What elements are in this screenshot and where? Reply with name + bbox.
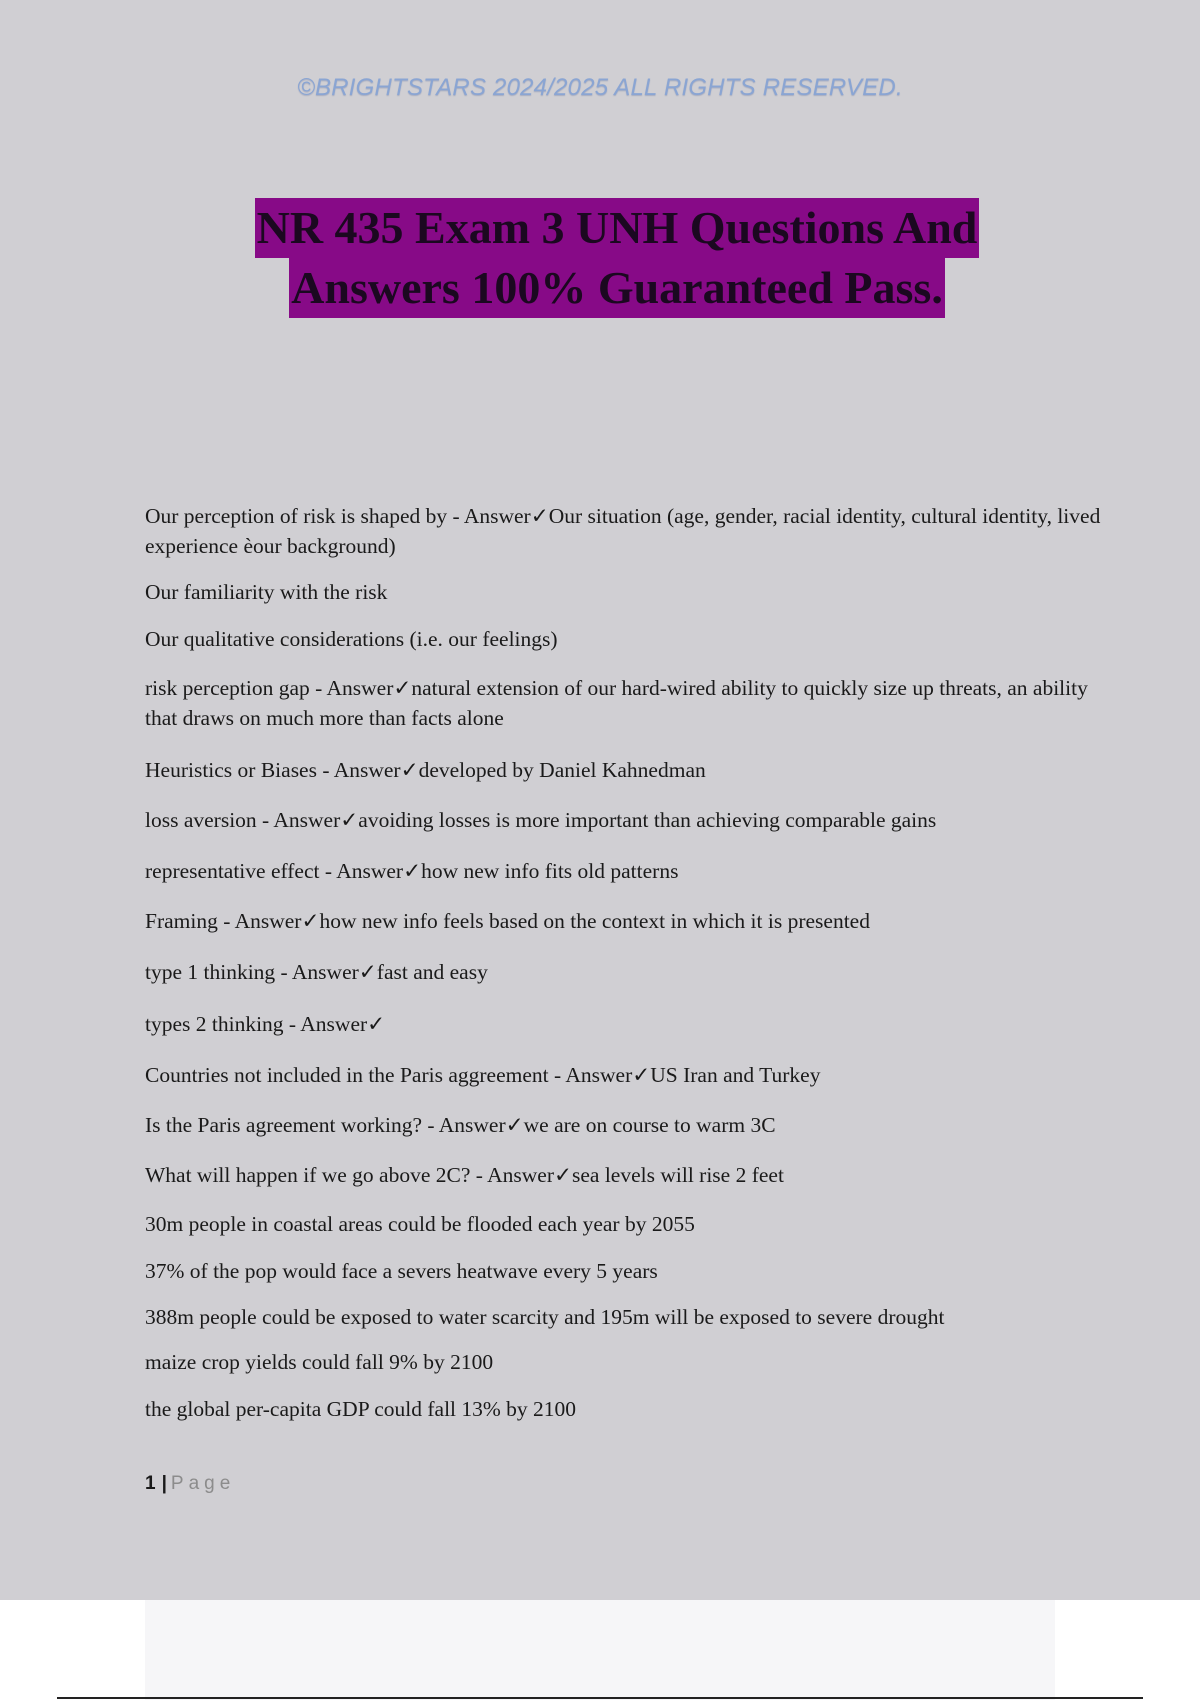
qa-item-9: type 1 thinking - Answer✓fast and easy <box>145 960 488 984</box>
next-page-strip <box>145 1600 1055 1700</box>
qa-item-13: What will happen if we go above 2C? - Answer✓sea levels will rise 2 feet <box>145 1163 784 1187</box>
page-separator: | <box>161 1473 167 1494</box>
page-label: Page <box>170 1473 236 1494</box>
qa-item-6: loss aversion - Answer✓avoiding losses is more important than achieving comparable gains <box>145 808 937 832</box>
qa-item-17: maize crop yields could fall 9% by 2100 <box>145 1350 494 1374</box>
qa-item-18: the global per-capita GDP could fall 13% by 2100 <box>145 1397 577 1421</box>
qa-item-16: 388m people could be exposed to water scarcity and 195m will be exposed to severe drought <box>145 1305 945 1329</box>
qa-item-4: risk perception gap - Answer✓natural extension of our hard-wired ability to quickly size up threats, an ability that draws on much more than facts alone <box>145 676 1088 730</box>
qa-item-5: Heuristics or Biases - Answer✓developed by Daniel Kahnedman <box>145 758 706 782</box>
page-number: 1 <box>145 1473 156 1494</box>
qa-item-2: Our familiarity with the risk <box>145 580 388 604</box>
qa-item-10: types 2 thinking - Answer✓ <box>145 1012 386 1036</box>
qa-item-14: 30m people in coastal areas could be flooded each year by 2055 <box>145 1212 695 1236</box>
qa-item-15: 37% of the pop would face a severs heatwave every 5 years <box>145 1259 658 1283</box>
qa-item-8: Framing - Answer✓how new info feels based on the context in which it is presented <box>145 909 870 933</box>
qa-item-7: representative effect - Answer✓how new info fits old patterns <box>145 859 679 883</box>
qa-item-11: Countries not included in the Paris aggreement - Answer✓US Iran and Turkey <box>145 1063 821 1087</box>
copyright-header: ©BRIGHTSTARS 2024/2025 ALL RIGHTS RESERVED. <box>297 74 903 101</box>
bottom-divider <box>57 1697 1143 1699</box>
qa-item-3: Our qualitative considerations (i.e. our feelings) <box>145 627 558 651</box>
document-title <box>0 198 1200 318</box>
title-line-1: NR 435 Exam 3 UNH Questions And <box>255 198 980 258</box>
page-footer <box>145 1473 235 1495</box>
qa-item-12: Is the Paris agreement working? - Answer✓we are on course to warm 3C <box>145 1113 776 1137</box>
title-line-2: Answers 100% Guaranteed Pass. <box>289 258 945 318</box>
qa-item-1: Our perception of risk is shaped by - Answer✓Our situation (age, gender, racial identity, cultural identity, lived experience èour background) <box>145 504 1101 558</box>
